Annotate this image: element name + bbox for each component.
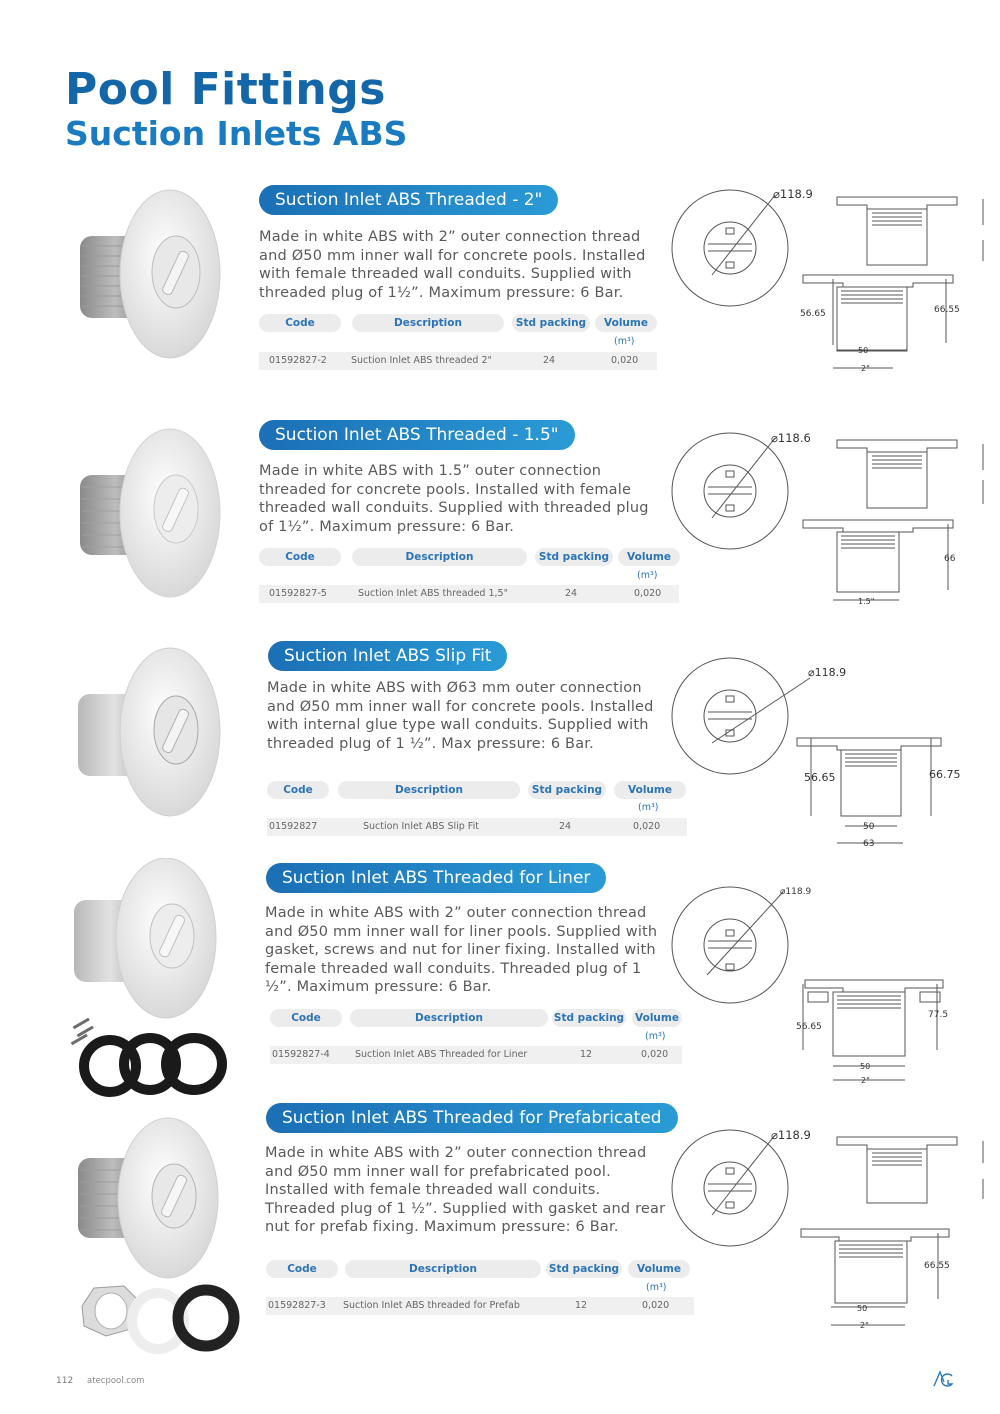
brand-logo-icon	[932, 1370, 954, 1388]
cell-volume: 0,020	[634, 588, 662, 599]
dimension-height-a: 56.65	[804, 771, 836, 784]
cell-code: 01592827-5	[269, 588, 327, 599]
dimension-height-b: 77.5	[928, 1010, 949, 1020]
dimension-diameter: ⌀118.9	[771, 1128, 811, 1142]
product-description: Made in white ABS with 2” outer connection thread and Ø50 mm inner wall for prefabricated pool. Installed with female threaded wall conduits. Threaded plug of 1 ½”. Supplied with gasket and rear nut for prefab fixing. Maximum pressure: 6 Bar.	[265, 1145, 666, 1235]
dimension-height-b: 66.55	[924, 1261, 950, 1271]
cell-description: Suction Inlet ABS threaded for Prefab	[343, 1300, 520, 1311]
dimension-bottom-a: 1.5"	[858, 597, 875, 606]
column-header-std-packing: Std packing	[512, 314, 590, 332]
column-header-std-packing: Std packing	[535, 548, 613, 566]
dimension-diameter: ⌀118.9	[773, 187, 813, 201]
cell-volume: 0,020	[611, 355, 639, 366]
dimension-height-a: 56.65	[796, 1022, 822, 1032]
product-title: Suction Inlet ABS Threaded - 2"	[259, 185, 558, 215]
column-header-volume: Volume	[595, 314, 657, 332]
dimension-height-b: 66	[944, 554, 956, 564]
page-title: Pool Fittings	[65, 64, 386, 115]
cell-std-packing: 12	[575, 1300, 588, 1311]
dimension-bottom-a: 50	[857, 1304, 868, 1313]
cell-std-packing: 24	[565, 588, 578, 599]
product-title: Suction Inlet ABS Threaded for Liner	[266, 863, 606, 893]
column-header-description: Description	[352, 548, 527, 566]
table-row	[259, 352, 657, 370]
column-header-description: Description	[345, 1260, 541, 1278]
page-subtitle: Suction Inlets ABS	[65, 114, 408, 153]
dimension-diameter: ⌀118.9	[808, 666, 847, 679]
volume-unit: (m³)	[638, 802, 659, 813]
column-header-volume: Volume	[614, 781, 686, 799]
dimension-height-a: 56.65	[800, 309, 826, 319]
cell-volume: 0,020	[633, 821, 661, 832]
column-header-volume: Volume	[632, 1009, 682, 1027]
product-image	[72, 188, 222, 363]
cell-std-packing: 24	[543, 355, 556, 366]
cell-volume: 0,020	[642, 1300, 670, 1311]
technical-drawing	[665, 650, 995, 855]
product-title: Suction Inlet ABS Threaded - 1.5"	[259, 420, 575, 450]
column-header-std-packing: Std packing	[546, 1260, 622, 1278]
column-header-code: Code	[266, 1260, 338, 1278]
technical-drawing	[665, 1125, 995, 1335]
column-header-description: Description	[338, 781, 520, 799]
dimension-bottom-a: 50	[858, 346, 869, 355]
product-image	[66, 858, 236, 1098]
cell-code: 01592827-4	[272, 1049, 330, 1060]
technical-drawing	[665, 185, 995, 380]
dimension-diameter: ⌀118.9	[780, 887, 812, 897]
dimension-height-b: 66.55	[934, 305, 960, 315]
cell-description: Suction Inlet ABS Slip Fit	[363, 821, 479, 832]
page-number: 112	[56, 1376, 74, 1386]
cell-description: Suction Inlet ABS threaded 1,5"	[358, 588, 508, 599]
product-description: Made in white ABS with 2” outer connection thread and Ø50 mm inner wall for concrete pools. Installed with female threaded wall conduits. Supplied with threaded plug of 1½”. Maximum pressure: 6 Bar.	[259, 229, 646, 301]
product-image	[72, 646, 222, 821]
dimension-height-b: 66.75	[929, 768, 961, 781]
column-header-std-packing: Std packing	[552, 1009, 626, 1027]
cell-std-packing: 12	[580, 1049, 593, 1060]
column-header-code: Code	[270, 1009, 342, 1027]
table-row	[270, 1046, 682, 1064]
cell-std-packing: 24	[559, 821, 572, 832]
dimension-bottom-b: 2"	[861, 364, 870, 373]
technical-drawing	[665, 428, 995, 608]
column-header-description: Description	[350, 1009, 548, 1027]
cell-code: 01592827-3	[268, 1300, 326, 1311]
dimension-bottom-b: 63	[863, 839, 875, 849]
dimension-bottom-b: 2"	[860, 1321, 869, 1330]
volume-unit: (m³)	[637, 570, 658, 581]
dimension-bottom-a: 50	[860, 1062, 871, 1071]
volume-unit: (m³)	[614, 336, 635, 347]
product-image	[66, 1116, 242, 1356]
cell-code: 01592827	[269, 821, 318, 832]
product-description: Made in white ABS with 1.5” outer connection threaded for concrete pools. Installed with female threaded wall conduits. Supplied with threaded plug of 1½”. Maximum pressure: 6 Bar.	[259, 463, 649, 535]
product-title: Suction Inlet ABS Threaded for Prefabricated	[266, 1103, 678, 1133]
table-row	[267, 818, 687, 836]
website-link[interactable]: atecpool.com	[87, 1376, 145, 1386]
table-row	[266, 1297, 694, 1315]
volume-unit: (m³)	[646, 1282, 667, 1293]
cell-description: Suction Inlet ABS threaded 2"	[351, 355, 492, 366]
cell-code: 01592827-2	[269, 355, 327, 366]
column-header-code: Code	[259, 314, 341, 332]
column-header-code: Code	[267, 781, 329, 799]
column-header-description: Description	[352, 314, 504, 332]
technical-drawing	[665, 880, 995, 1090]
column-header-code: Code	[259, 548, 341, 566]
cell-description: Suction Inlet ABS Threaded for Liner	[355, 1049, 528, 1060]
column-header-std-packing: Std packing	[528, 781, 606, 799]
dimension-diameter: ⌀118.6	[771, 431, 811, 445]
table-row	[259, 585, 679, 603]
product-description: Made in white ABS with Ø63 mm outer connection and Ø50 mm inner wall for concrete pools. Installed with internal glue type wall conduits. Supplied with threaded plug of 1 ½”. Max pressure: 6 Bar.	[267, 680, 654, 752]
cell-volume: 0,020	[641, 1049, 669, 1060]
dimension-bottom-a: 50	[863, 822, 875, 832]
product-description: Made in white ABS with 2” outer connection thread and Ø50 mm inner wall for liner pools. Supplied with gasket, screws and nut for liner fixing. Installed with female threaded wall conduits. Threaded plug of 1 ½”. Maximum pressure: 6 Bar.	[265, 905, 658, 995]
product-image	[72, 425, 222, 600]
dimension-bottom-b: 2"	[861, 1076, 870, 1085]
volume-unit: (m³)	[645, 1031, 666, 1042]
product-title: Suction Inlet ABS Slip Fit	[268, 641, 507, 671]
column-header-volume: Volume	[618, 548, 680, 566]
column-header-volume: Volume	[628, 1260, 690, 1278]
